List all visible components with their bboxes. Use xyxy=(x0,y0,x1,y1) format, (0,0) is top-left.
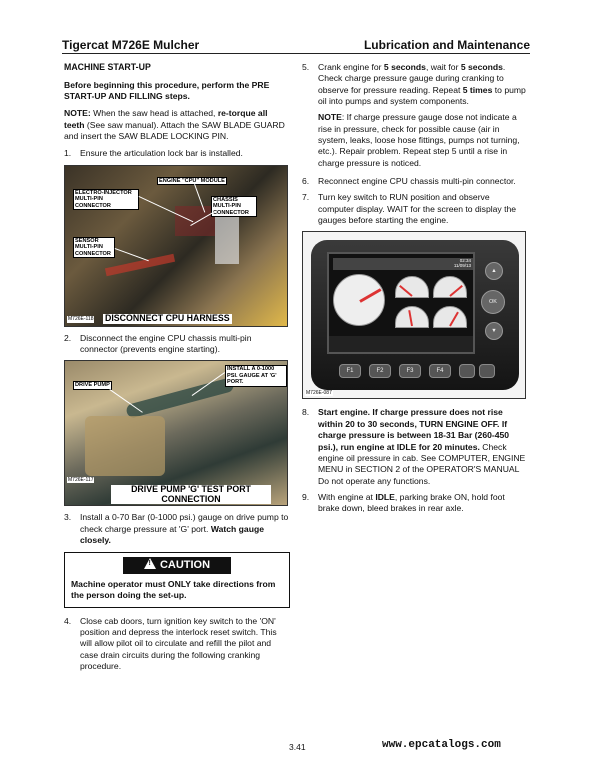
intro-paragraph: Before beginning this procedure, perform the PRE START-UP AND FILLING steps. xyxy=(64,79,270,101)
figure-code: M726E-087 xyxy=(306,389,332,396)
step-text: . Check charge pressure gauge during cranking to observe for pressure reading. Repeat xyxy=(318,62,506,95)
f1-key[interactable]: F1 xyxy=(339,364,361,378)
warning-icon: ! xyxy=(144,558,156,569)
figure-code: M726E-118 xyxy=(68,316,94,323)
down-button[interactable]: ▼ xyxy=(485,322,503,340)
figure-code: M726E-117 xyxy=(68,476,94,483)
status-icon-row xyxy=(333,258,473,270)
label-chassis-connector: CHASSIS MULTI-PIN CONNECTOR xyxy=(211,196,257,217)
step-number: 8. xyxy=(302,407,310,418)
watermark-url: www.epcatalogs.com xyxy=(382,739,501,751)
display-menu-bar xyxy=(329,336,473,352)
figure-caption: DISCONNECT CPU HARNESS xyxy=(105,312,230,323)
step-text: Install a 0-70 Bar (0-1000 psi.) gauge on drive pump to check charge pressure at 'G' port. xyxy=(80,512,289,534)
label-gauge-port: INSTALL A 0-1000 PSI. GAUGE AT 'G' PORT. xyxy=(225,365,287,386)
step-text: Ensure the articulation lock bar is installed. xyxy=(80,148,243,159)
step-9 xyxy=(302,492,526,515)
leader-line xyxy=(115,248,149,261)
step-text: Check engine oil pressure in cab. See COMPUTER, ENGINE MENU in SECTION 2 of the OPERATOR'S MANUAL Do not operate any functions. xyxy=(318,441,526,486)
step-7 xyxy=(302,192,526,226)
step-number: 1. xyxy=(64,148,72,159)
note-paragraph xyxy=(64,108,290,142)
step-bold: IDLE xyxy=(375,491,395,502)
step-6 xyxy=(302,176,526,187)
step-bold: Watch gauge closely. xyxy=(80,523,264,546)
step-1 xyxy=(64,148,290,159)
step-bold: 5 seconds xyxy=(383,62,426,72)
f4-key[interactable]: F4 xyxy=(429,364,451,378)
step-2 xyxy=(64,333,290,356)
note-bold: re-torque all teeth xyxy=(64,108,268,130)
step-number: 9. xyxy=(302,491,310,502)
label-cpu-module: ENGINE "CPU" MODULE xyxy=(159,177,225,184)
header-title: Tigercat M726E Mulcher xyxy=(62,38,200,52)
page-number: 3.41 xyxy=(289,742,306,752)
step-text: to pump oil into pumps and system components. xyxy=(318,84,526,107)
function-key[interactable] xyxy=(459,364,475,378)
gauge xyxy=(433,306,467,328)
tachometer-gauge xyxy=(333,274,385,326)
step-5 xyxy=(302,62,526,107)
step-text: Close cab doors, turn ignition key switch to the 'ON' position and depress the interlock reset switch. This will allow pilot oil to circulate and refill the pilot and case drain circuits during the following cranking procedure. xyxy=(80,615,277,671)
gauge xyxy=(395,276,429,298)
note-label: NOTE: xyxy=(64,108,91,119)
drive-pump-photo xyxy=(64,360,288,506)
step-5-note xyxy=(302,112,526,169)
step-bold: 5 times xyxy=(462,84,493,95)
up-button[interactable]: ▲ xyxy=(485,262,503,280)
step-number: 3. xyxy=(64,512,72,523)
caution-box xyxy=(64,552,290,607)
function-key[interactable] xyxy=(479,364,495,378)
right-column xyxy=(302,62,526,520)
step-text: Reconnect engine CPU chassis multi-pin connector. xyxy=(318,176,516,187)
note-text-a: When the saw head is attached, xyxy=(90,108,218,119)
caution-title: CAUTION xyxy=(159,559,211,572)
caution-header xyxy=(123,557,231,574)
gauge xyxy=(395,306,429,328)
left-column xyxy=(64,62,290,677)
f2-key[interactable]: F2 xyxy=(369,364,391,378)
display-clock: 02:34 11/09/13 xyxy=(453,258,471,269)
step-3 xyxy=(64,512,290,546)
page-header xyxy=(62,38,530,54)
computer-display-photo xyxy=(302,231,526,399)
note-label: NOTE xyxy=(318,112,342,123)
note-text: : If charge pressure gauge dose not indicate a rise in pressure, check for possible cause (air in system, leaks, loose hose fittings, pumps not turning, etc.). Repair problem. Repeat step 5 until a rise in charge pressure is noticed. xyxy=(318,112,520,168)
cpu-harness-photo xyxy=(64,165,288,327)
display-unit xyxy=(311,240,519,390)
ok-button[interactable]: OK xyxy=(481,290,505,314)
step-4 xyxy=(64,616,290,673)
label-drive-pump: DRIVE PUMP xyxy=(75,382,110,389)
step-text: , parking brake ON, hold foot brake down, bleed brakes in rear axle. xyxy=(318,491,505,514)
display-screen xyxy=(327,252,475,354)
section-title: MACHINE START-UP xyxy=(64,62,151,72)
step-number: 4. xyxy=(64,615,72,626)
f3-key[interactable]: F3 xyxy=(399,364,421,378)
step-number: 2. xyxy=(64,332,72,343)
figure-caption: DRIVE PUMP 'G' TEST PORT CONNECTION xyxy=(111,485,271,505)
step-text: With engine at xyxy=(318,491,376,502)
step-number: 6. xyxy=(302,176,310,187)
step-text: Disconnect the engine CPU chassis multi-pin connector (prevents engine starting). xyxy=(80,332,252,355)
step-number: 7. xyxy=(302,192,310,203)
step-text: , wait for xyxy=(425,62,461,72)
label-injector-connector: ELECTRO-INJECTOR MULTI-PIN CONNECTOR xyxy=(73,189,139,210)
label-sensor-connector: SENSOR MULTI-PIN CONNECTOR xyxy=(73,237,115,258)
note-text-b: (See saw manual). Attach the SAW BLADE GUARD and insert the SAW BLADE LOCKING PIN. xyxy=(64,119,285,141)
step-bold: Start engine. If charge pressure does not rise within 20 to 30 seconds, TURN ENGINE OFF. If charge pressure is between 18-31 Bar (260-450 psi.), run engine at IDLE for 20 minutes. xyxy=(318,407,510,452)
caution-text: Machine operator must ONLY take directions from the person doing the set-up. xyxy=(71,578,276,601)
step-number: 5. xyxy=(302,62,310,72)
step-8 xyxy=(302,407,526,486)
step-bold: 5 seconds xyxy=(460,62,503,72)
step-text: Turn key switch to RUN position and observe computer display. WAIT for the screen to display the gauges before starting the engine. xyxy=(318,192,517,226)
header-section: Lubrication and Maintenance xyxy=(363,38,530,52)
step-text: Crank engine for xyxy=(318,62,384,72)
gauge xyxy=(433,276,467,298)
